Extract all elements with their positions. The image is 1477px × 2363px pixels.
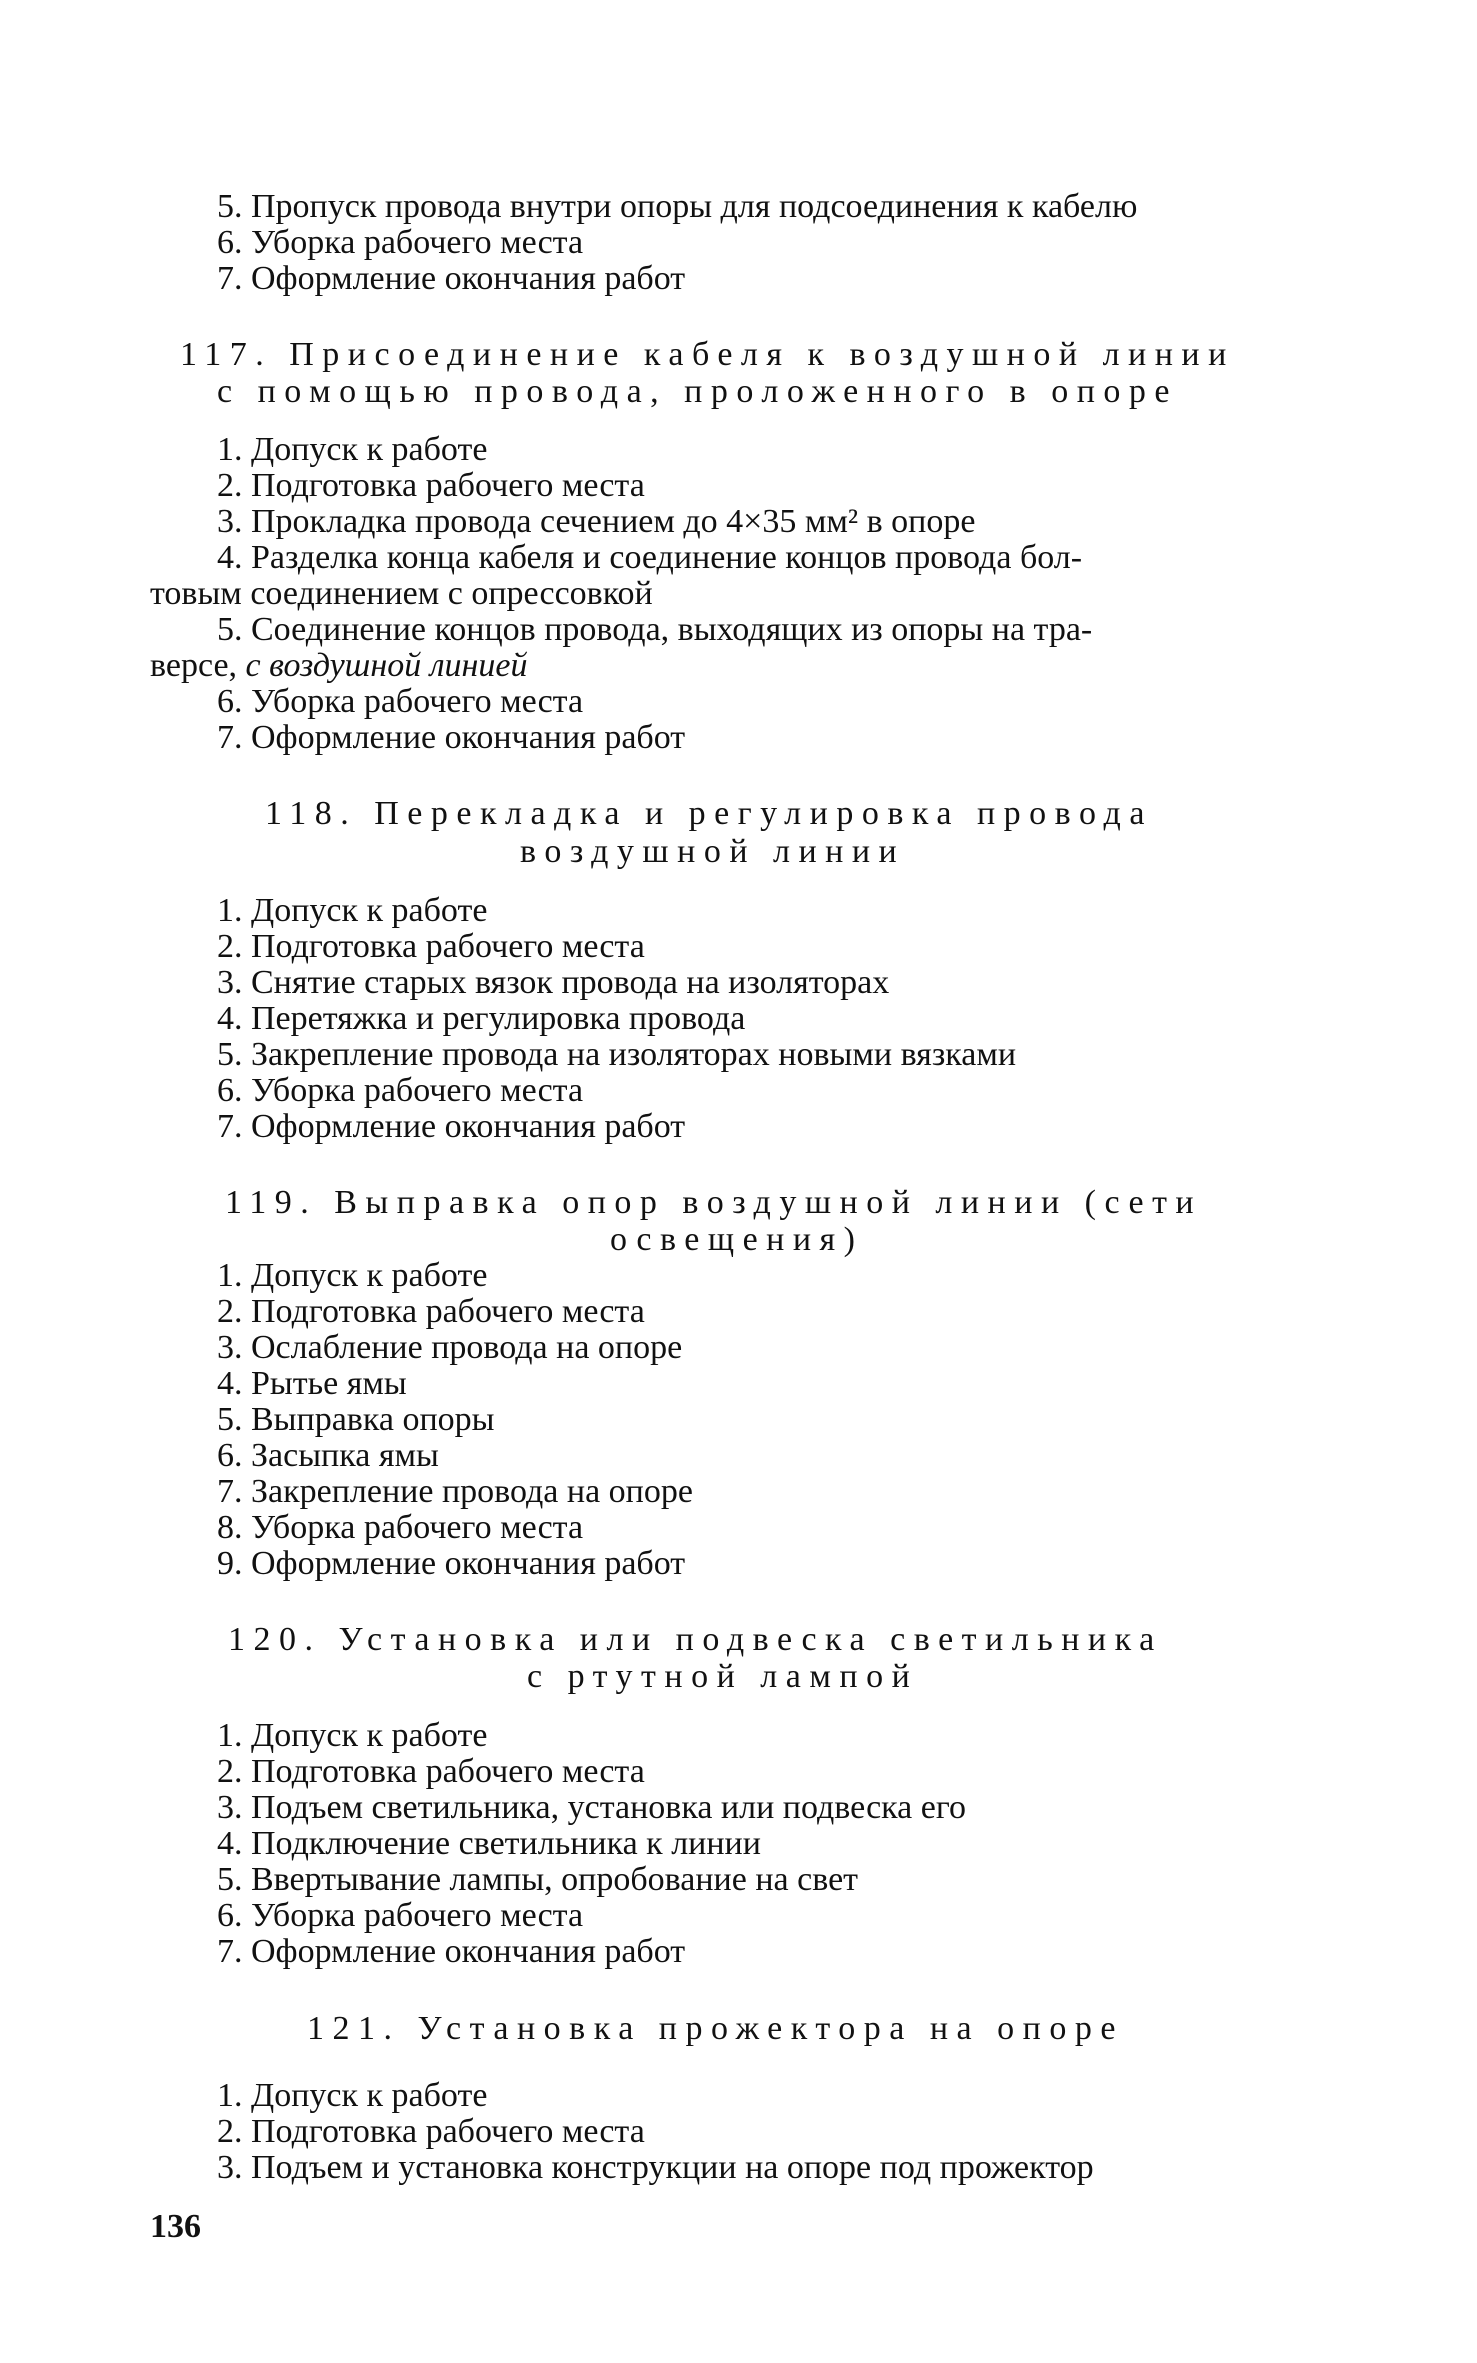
section-heading-119-line2: освещения) — [610, 1221, 864, 1258]
list-item: 5. Пропуск провода внутри опоры для подсоединения к кабелю — [217, 188, 1138, 225]
list-item: 7. Оформление окончания работ — [217, 1108, 686, 1145]
list-item: 6. Уборка рабочего места — [217, 683, 584, 720]
list-item: 5. Закрепление провода на изоляторах новыми вязками — [217, 1036, 1017, 1073]
list-item: 3. Снятие старых вязок провода на изоляторах — [217, 964, 890, 1001]
list-item: 3. Подъем светильника, установка или подвеска его — [217, 1789, 966, 1826]
list-item: 6. Уборка рабочего места — [217, 1897, 584, 1934]
list-item: 5. Соединение концов провода, выходящих из опоры на тра- — [217, 611, 1093, 648]
list-item: 2. Подготовка рабочего места — [217, 2113, 645, 2150]
list-item: 4. Рытье ямы — [217, 1365, 407, 1402]
list-item: 6. Уборка рабочего места — [217, 1072, 584, 1109]
section-heading-120: 120. Установка или подвеска светильника — [228, 1621, 1163, 1658]
list-item: 4. Подключение светильника к линии — [217, 1825, 761, 1862]
list-item: 4. Перетяжка и регулировка провода — [217, 1000, 746, 1037]
list-item: 3. Ослабление провода на опоре — [217, 1329, 683, 1366]
list-item: 1. Допуск к работе — [217, 431, 488, 468]
list-item: 6. Уборка рабочего места — [217, 224, 584, 261]
section-heading-118-line2: воздушной линии — [520, 833, 906, 870]
list-item: 7. Оформление окончания работ — [217, 1933, 686, 1970]
page-number: 136 — [150, 2208, 201, 2245]
list-item-continuation: товым соединением с опрессовкой — [150, 575, 653, 612]
list-item: 2. Подготовка рабочего места — [217, 1753, 645, 1790]
list-item: 9. Оформление окончания работ — [217, 1545, 686, 1582]
list-item: 2. Подготовка рабочего места — [217, 928, 645, 965]
list-item: 3. Подъем и установка конструкции на опоре под прожектор — [217, 2149, 1094, 2186]
list-item: 8. Уборка рабочего места — [217, 1509, 584, 1546]
list-item: 7. Закрепление провода на опоре — [217, 1473, 693, 1510]
list-item: 1. Допуск к работе — [217, 1257, 488, 1294]
text-fragment: версе, — [150, 647, 238, 684]
list-item: 1. Допуск к работе — [217, 1717, 488, 1754]
list-item: 1. Допуск к работе — [217, 892, 488, 929]
list-item: 4. Разделка конца кабеля и соединение концов провода бол- — [217, 539, 1083, 576]
section-heading-117-line2: с помощью провода, проложенного в опоре — [217, 373, 1178, 410]
section-heading-121: 121. Установка прожектора на опоре — [307, 2010, 1124, 2047]
list-item: 6. Засыпка ямы — [217, 1437, 439, 1474]
list-item: 5. Выправка опоры — [217, 1401, 495, 1438]
list-item: 2. Подготовка рабочего места — [217, 1293, 645, 1330]
text-fragment-italic: с воздушной линией — [245, 647, 528, 684]
list-item: 3. Прокладка провода сечением до 4×35 мм² в опоре — [217, 503, 976, 540]
list-item: 5. Ввертывание лампы, опробование на свет — [217, 1861, 859, 1898]
list-item-continuation — [150, 648, 527, 684]
section-heading-117: 117. Присоединение кабеля к воздушной линии — [180, 336, 1235, 373]
list-item: 7. Оформление окончания работ — [217, 719, 686, 756]
section-heading-118: 118. Перекладка и регулировка провода — [265, 795, 1153, 832]
section-heading-120-line2: с ртутной лампой — [527, 1658, 919, 1695]
list-item: 1. Допуск к работе — [217, 2077, 488, 2114]
section-heading-119: 119. Выправка опор воздушной линии (сети — [225, 1184, 1203, 1221]
list-item: 2. Подготовка рабочего места — [217, 467, 645, 504]
list-item: 7. Оформление окончания работ — [217, 260, 686, 297]
